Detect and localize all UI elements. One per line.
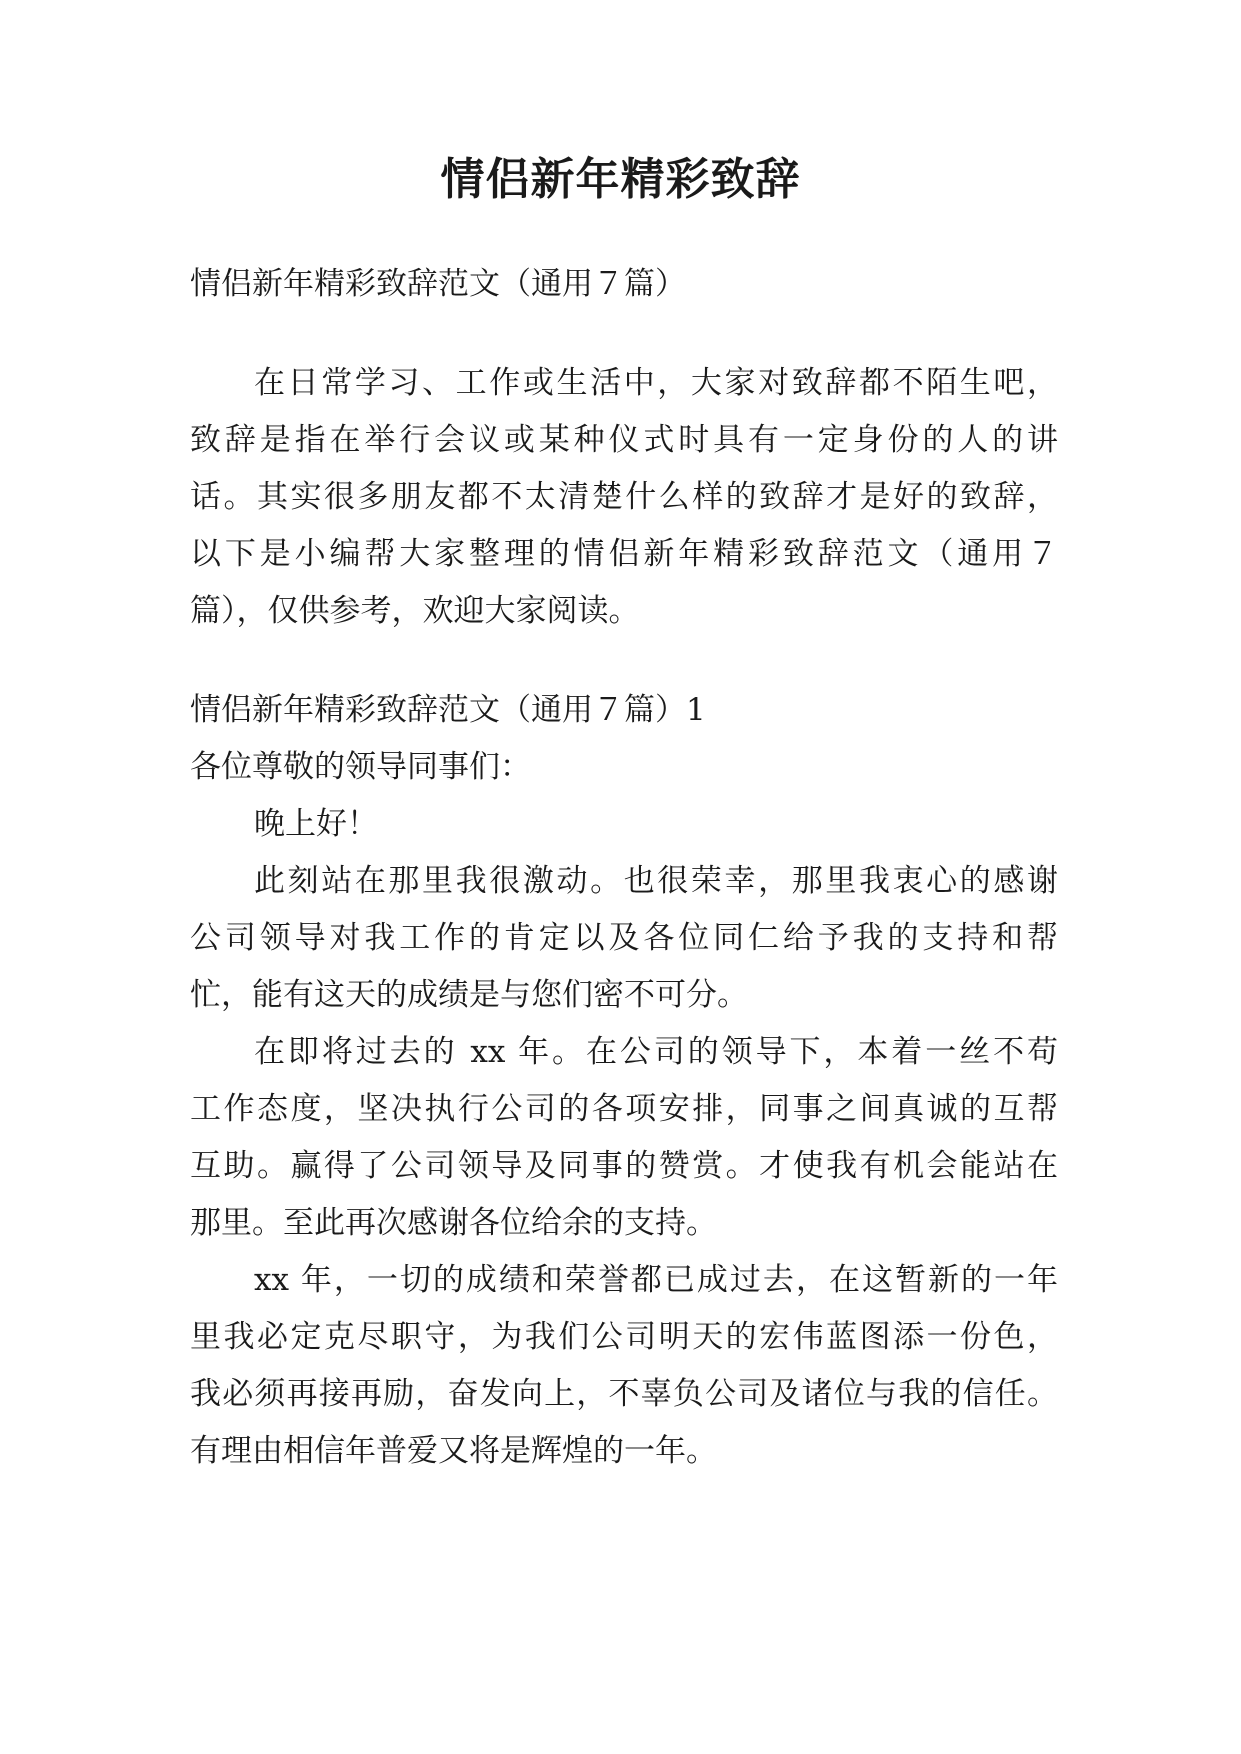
salutation: 各位尊敬的领导同事们： xyxy=(190,749,531,785)
greeting: 晚上好！ xyxy=(254,806,378,842)
intro-line-4: 以下是小编帮大家整理的情侣新年精彩致辞范文（通用７ xyxy=(190,536,1058,572)
intro-line-5: 篇），仅供参考，欢迎大家阅读。 xyxy=(190,593,640,629)
document-title: 情侣新年精彩致辞 xyxy=(440,154,801,205)
paragraph2-line-4: 那里。至此再次感谢各位给余的支持。 xyxy=(190,1205,717,1241)
paragraph2-line-2: 工作态度，坚决执行公司的各项安排，同事之间真诚的互帮 xyxy=(190,1091,1058,1127)
paragraph3-line-1: xx 年，一切的成绩和荣誉都已成过去，在这暂新的一年 xyxy=(254,1262,1058,1298)
paragraph3-line-4: 有理由相信年普爱又将是辉煌的一年。 xyxy=(190,1433,717,1469)
paragraph3-line-3: 我必须再接再励，奋发向上，不辜负公司及诸位与我的信任。 xyxy=(190,1376,1058,1412)
intro-line-2: 致辞是指在举行会议或某种仪式时具有一定身份的人的讲 xyxy=(190,422,1058,458)
paragraph2-line-1: 在即将过去的 xx 年。在公司的领导下，本着一丝不苟 xyxy=(254,1034,1058,1070)
paragraph2-line-3: 互助。赢得了公司领导及同事的赞赏。才使我有机会能站在 xyxy=(190,1148,1058,1184)
paragraph1-line-1: 此刻站在那里我很激动。也很荣幸，那里我衷心的感谢 xyxy=(254,863,1058,899)
intro-line-3: 话。其实很多朋友都不太清楚什么样的致辞才是好的致辞， xyxy=(190,479,1058,515)
section-heading: 情侣新年精彩致辞范文（通用７篇）1 xyxy=(190,692,706,728)
paragraph1-line-3: 忙，能有这天的成绩是与您们密不可分。 xyxy=(190,977,748,1013)
document-subtitle: 情侣新年精彩致辞范文（通用７篇） xyxy=(190,266,686,302)
intro-line-1: 在日常学习、工作或生活中，大家对致辞都不陌生吧， xyxy=(254,365,1058,401)
paragraph1-line-2: 公司领导对我工作的肯定以及各位同仁给予我的支持和帮 xyxy=(190,920,1058,956)
paragraph3-line-2: 里我必定克尽职守，为我们公司明天的宏伟蓝图添一份色， xyxy=(190,1319,1058,1355)
